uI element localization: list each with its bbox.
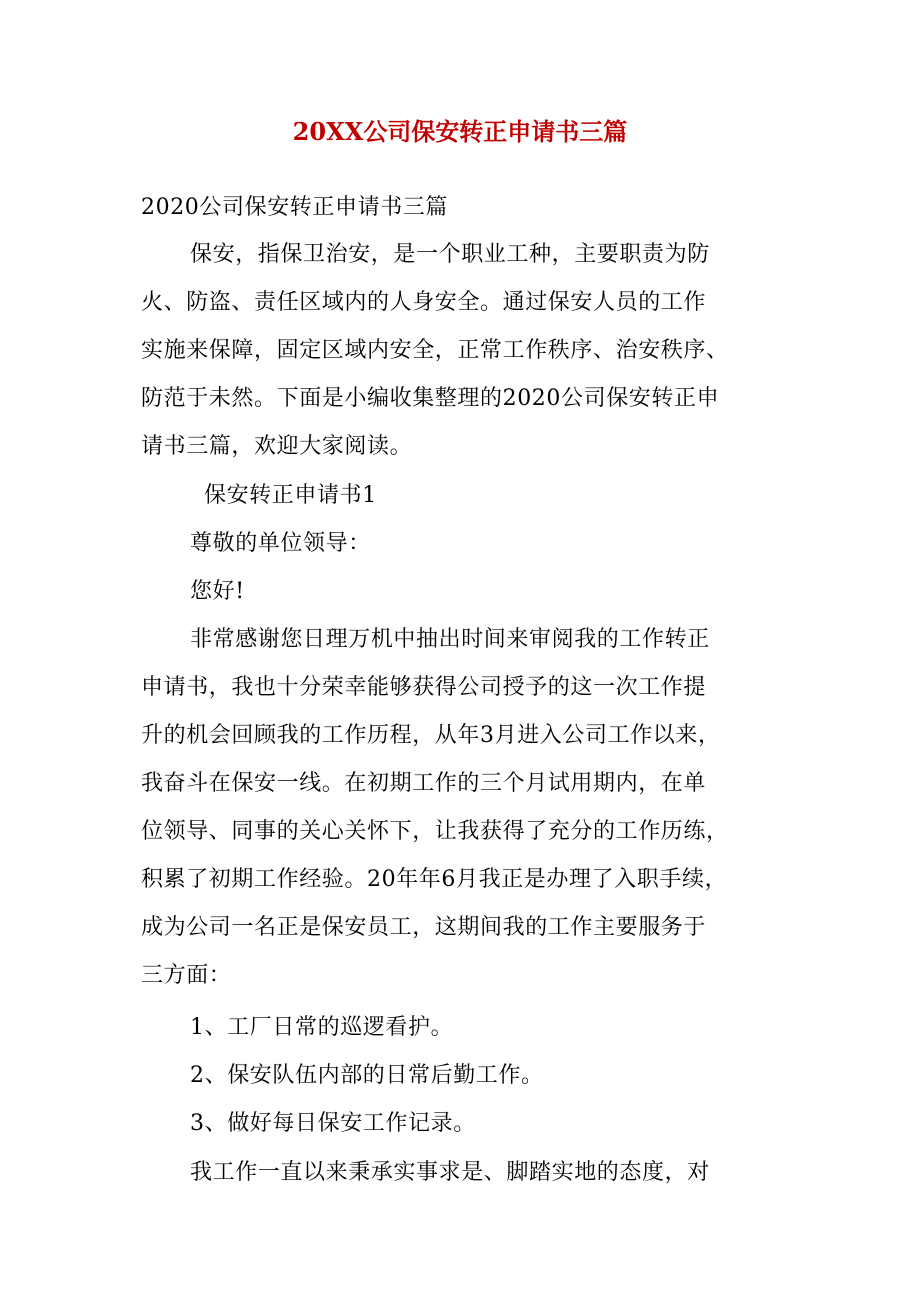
body-line: 成为公司一名正是保安员工，这期间我的工作主要服务于	[141, 915, 707, 940]
document-title: 20XX公司保安转正申请书三篇	[292, 117, 628, 146]
intro-line: 实施来保障，固定区域内安全，正常工作秩序、治安秩序、	[141, 338, 729, 363]
list-item: 2、保安队伍内部的日常后勤工作。	[190, 1063, 544, 1088]
intro-line: 请书三篇，欢迎大家阅读。	[141, 434, 413, 459]
body-line: 申请书，我也十分荣幸能够获得公司授予的这一次工作提	[141, 675, 707, 700]
intro-line: 防范于未然。下面是小编收集整理的2020公司保安转正申	[141, 386, 720, 411]
body-line: 三方面：	[141, 963, 232, 988]
list-item: 1、工厂日常的巡逻看护。	[190, 1015, 454, 1040]
salutation: 尊敬的单位领导：	[190, 531, 371, 556]
body-line: 我奋斗在保安一线。在初期工作的三个月试用期内，在单	[141, 771, 707, 796]
closing-line: 我工作一直以来秉承实事求是、脚踏实地的态度，对	[190, 1160, 710, 1185]
section-heading: 保安转正申请书1	[204, 483, 377, 508]
document-subtitle: 2020公司保安转正申请书三篇	[141, 195, 448, 220]
body-line: 积累了初期工作经验。20年年6月我正是办理了入职手续，	[141, 867, 728, 892]
body-line: 位领导、同事的关心关怀下，让我获得了充分的工作历练，	[141, 819, 729, 844]
list-item: 3、做好每日保安工作记录。	[190, 1111, 476, 1136]
body-line: 非常感谢您日理万机中抽出时间来审阅我的工作转正	[190, 627, 710, 652]
greeting: 您好!	[190, 579, 245, 604]
intro-line: 火、防盗、责任区域内的人身安全。通过保安人员的工作	[141, 290, 707, 315]
body-line: 升的机会回顾我的工作历程，从年3月进入公司工作以来，	[141, 723, 721, 748]
intro-line: 保安，指保卫治安，是一个职业工种，主要职责为防	[190, 242, 710, 267]
